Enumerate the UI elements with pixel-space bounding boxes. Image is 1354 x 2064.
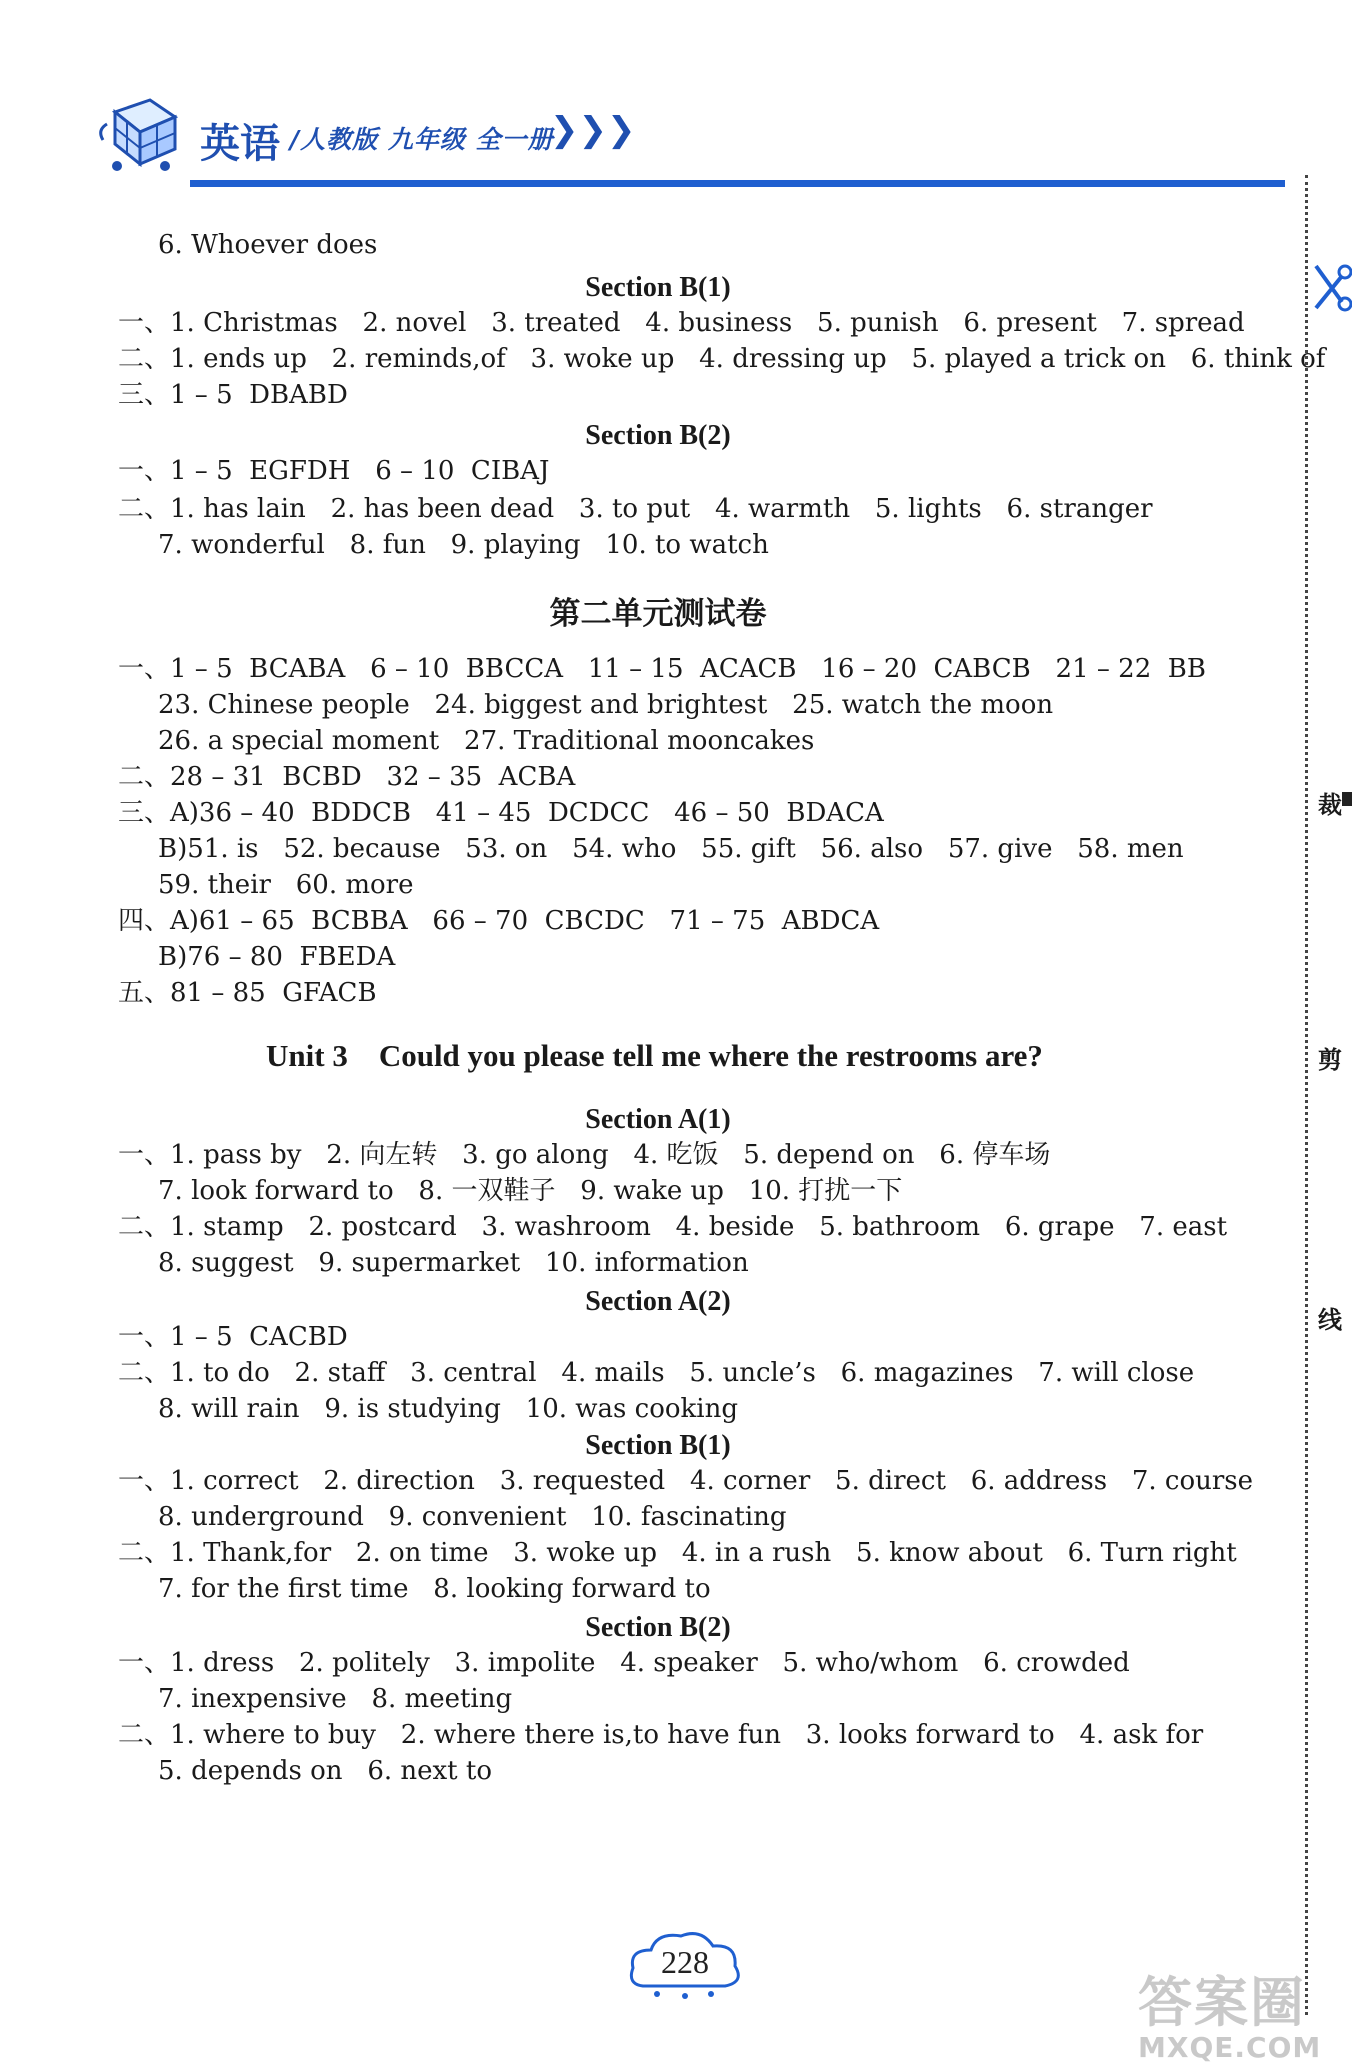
section-heading: Section A(1): [585, 1104, 731, 1135]
answer-line: 三、A)36 – 40 BDDCB 41 – 45 DCDCC 46 – 50 BDACA: [118, 798, 884, 828]
answer-line: 7. for the first time 8. looking forward to: [158, 1574, 711, 1604]
answer-line: B)51. is 52. because 53. on 54. who 55. gift 56. also 57. give 58. men: [158, 834, 1184, 864]
answer-line: 二、28 – 31 BCBD 32 – 35 ACBA: [118, 762, 576, 792]
answer-line: 二、1. where to buy 2. where there is,to have fun 3. looks forward to 4. ask for: [118, 1720, 1204, 1750]
side-mark-xian: 线: [1318, 1306, 1342, 1334]
watermark: [1138, 1960, 1321, 2064]
answer-line: 一、1 – 5 BCABA 6 – 10 BBCCA 11 – 15 ACACB 16 – 20 CABCB 21 – 22 BB: [118, 654, 1207, 684]
answer-line: 一、1. Christmas 2. novel 3. treated 4. business 5. punish 6. present 7. spread: [118, 308, 1245, 338]
answer-line: 二、1. ends up 2. reminds,of 3. woke up 4. dressing up 5. played a trick on 6. think of: [118, 344, 1326, 374]
answer-line: 一、1 – 5 CACBD: [118, 1322, 348, 1352]
cube-mascot-icon: [95, 92, 190, 172]
side-tick: [1342, 792, 1352, 806]
answer-line: 7. look forward to 8. 一双鞋子 9. wake up 10. 打扰一下: [158, 1176, 903, 1206]
answer-line: 59. their 60. more: [158, 870, 414, 900]
scissors-icon: [1312, 262, 1352, 312]
answer-line: 二、1. has lain 2. has been dead 3. to put 4. warmth 5. lights 6. stranger: [118, 494, 1153, 524]
header-title: 英语: [200, 121, 280, 167]
section-heading: Section B(1): [585, 1430, 731, 1461]
answer-line: 8. underground 9. convenient 10. fascinating: [158, 1502, 787, 1532]
unit-heading: Unit 3 Could you please tell me where the restrooms are?: [266, 1038, 1043, 1073]
answer-line: 二、1. Thank,for 2. on time 3. woke up 4. in a rush 5. know about 6. Turn right: [118, 1538, 1237, 1568]
answer-line: 二、1. to do 2. staff 3. central 4. mails 5. uncle’s 6. magazines 7. will close: [118, 1358, 1195, 1388]
answer-line: 23. Chinese people 24. biggest and brightest 25. watch the moon: [158, 690, 1054, 720]
section-heading: Section A(2): [585, 1286, 731, 1317]
answer-line: 8. will rain 9. is studying 10. was cooking: [158, 1394, 738, 1424]
answer-line: 7. inexpensive 8. meeting: [158, 1684, 513, 1714]
answer-line: 6. Whoever does: [158, 230, 378, 260]
answer-line: B)76 – 80 FBEDA: [158, 942, 396, 972]
answer-line: 二、1. stamp 2. postcard 3. washroom 4. beside 5. bathroom 6. grape 7. east: [118, 1212, 1228, 1242]
answer-line: 5. depends on 6. next to: [158, 1756, 493, 1786]
answer-line: 7. wonderful 8. fun 9. playing 10. to watch: [158, 530, 769, 560]
chevrons-right-icon: ❯❯❯: [550, 110, 636, 150]
section-heading: Section B(2): [585, 420, 731, 451]
page-number-text: 228: [661, 1944, 709, 1980]
header-subtitle: /人教版 九年级 全一册: [290, 125, 554, 154]
unit-test-heading: 第二单元测试卷: [549, 596, 767, 632]
page-number: [625, 1924, 745, 2004]
page-header: [95, 92, 1285, 192]
side-mark-jian: 剪: [1318, 1046, 1342, 1074]
header-rule: [190, 180, 1285, 187]
answer-line: 8. suggest 9. supermarket 10. information: [158, 1248, 749, 1278]
watermark-top: 答案圈: [1138, 1971, 1306, 2034]
answer-line: 一、1. pass by 2. 向左转 3. go along 4. 吃饭 5. depend on 6. 停车场: [118, 1140, 1051, 1170]
answer-line: 三、1 – 5 DBABD: [118, 380, 348, 410]
answer-line: 一、1. correct 2. direction 3. requested 4. corner 5. direct 6. address 7. course: [118, 1466, 1254, 1496]
answer-line: 一、1 – 5 EGFDH 6 – 10 CIBAJ: [118, 456, 550, 486]
answer-line: 五、81 – 85 GFACB: [118, 978, 377, 1008]
answer-line: 四、A)61 – 65 BCBBA 66 – 70 CBCDC 71 – 75 ABDCA: [118, 906, 880, 936]
watermark-bottom: MXQE.COM: [1138, 2031, 1322, 2064]
side-mark-cai: 裁: [1318, 791, 1342, 819]
cut-line: [1305, 175, 1308, 2015]
section-heading: Section B(2): [585, 1612, 731, 1643]
answer-line: 一、1. dress 2. politely 3. impolite 4. speaker 5. who/whom 6. crowded: [118, 1648, 1130, 1678]
answer-line: 26. a special moment 27. Traditional mooncakes: [158, 726, 815, 756]
section-heading: Section B(1): [585, 272, 731, 303]
